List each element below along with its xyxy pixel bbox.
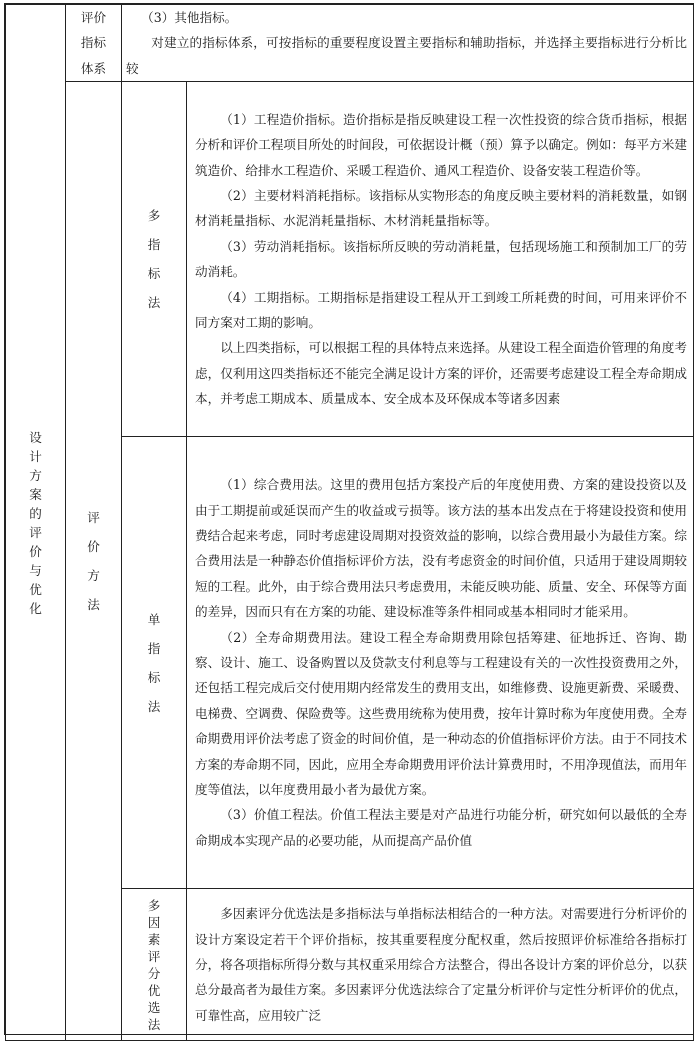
- multi-index-label-cell: [122, 82, 187, 437]
- multi-index-label: 多指标法: [147, 208, 161, 311]
- multi-index-row: [6, 82, 694, 437]
- multi-factor-content: [187, 889, 694, 1041]
- eval-method-label-cell: [66, 82, 122, 1041]
- single-index-content: [187, 437, 694, 889]
- multi-factor-label: 多因素评分优选法: [147, 897, 161, 1032]
- single-index-paragraph: （3）价值工程法。价值工程法主要是对产品进行功能分析，研究如何以最低的全寿命期成本实现产品的必要功能，从而提高产品价值: [195, 807, 687, 848]
- multi-index-paragraph: （4）工期指标。工期指标是指建设工程从开工到竣工所耗费的时间，可用来评价不同方案对工期的影响。: [195, 289, 687, 331]
- single-index-label-cell: [122, 437, 187, 889]
- multi-index-paragraph: （2）主要材料消耗指标。该指标从实物形态的角度反映主要材料的消耗数量，如钢材消耗量指标、水泥消耗量指标、木材消耗量指标等。: [195, 188, 687, 229]
- single-index-label: 单指标法: [147, 611, 161, 714]
- multi-index-content: [187, 82, 694, 437]
- multi-index-paragraph: （3）劳动消耗指标。该指标所反映的劳动消耗量，包括现场施工和预制加工厂的劳动消耗。: [195, 238, 687, 280]
- multi-factor-paragraph: 多因素评分优选法是多指标法与单指标法相结合的一种方法。对需要进行分析评价的设计方案设定若干个评价指标，按其重要程度分配权重，然后按照评价标准给各指标打分，将各项指标所得分数与其权重采用综合方法整合，得出各设计方案的评价总分，以获总分最高者为最佳方案。多因素评分优选法综合了定量分析评价与定性分析评价的优点，可靠性高，应用较广泛: [195, 906, 687, 1023]
- single-index-paragraph: （2）全寿命期费用法。建设工程全寿命期费用除包括筹建、征地拆迁、咨询、勘察、设计、施工、设备购置以及贷款支付利息等与工程建设有关的一次性投资费用之外，还包括工程完成后交付使用期内经常发生的费用支出，如维修费、设施更新费、采暖费、电梯费、空调费、保险费等。这些费用统称为使用费，按年计算时称为年度使用费。全寿命期费用评价法考虑了资金的时间价值，是一种动态的价值指标评价方法。由于不同技术方案的寿命期不同，因此，应用全寿命期费用评价法计算费用时，不用净现值法，而用年度等值法，以年度费用最小者为最优方案。: [195, 629, 687, 798]
- index-system-paragraph: （3）其他指标。: [141, 10, 238, 25]
- index-system-row: [6, 5, 694, 82]
- eval-method-label: 评价方法: [87, 510, 100, 613]
- index-system-label-line: 评价: [80, 10, 107, 25]
- index-system-content: [122, 5, 694, 82]
- side-label-cell: [6, 5, 66, 1041]
- index-system-label-line: 体系: [80, 60, 107, 76]
- index-system-label-line: 指标: [80, 35, 107, 51]
- side-label: 设计方案的评价与优化: [29, 429, 42, 616]
- multi-index-paragraph: 以上四类指标，可以根据工程的具体特点来选择。从建设工程全面造价管理的角度考虑，仅利用这四类指标还不能完全满足设计方案的评价，还需要考虑建设工程全寿命期成本，并考虑工期成本、质量成本、安全成本及环保成本等诸多因素: [195, 340, 687, 407]
- index-system-label-cell: [66, 5, 122, 82]
- multi-factor-label-cell: [122, 889, 187, 1041]
- evaluation-table: [5, 4, 694, 1041]
- single-index-paragraph: （1）综合费用法。这里的费用包括方案投产后的年度使用费、方案的建设投资以及由于工期提前或延误而产生的收益或亏损等。该方法的基本出发点在于将建设投资和使用费结合起来考虑，同时考虑建设周期对投资效益的影响，以综合费用最小为最佳方案。综合费用法是一种静态价值指标评价方法，没有考虑资金的时间价值，只适用于建设周期较短的工程。此外，由于综合费用法只考虑费用，未能反映功能、质量、安全、环保等方面的差异，因而只有在方案的功能、建设标准等条件相同或基本相同时才能采用。: [195, 477, 687, 620]
- index-system-paragraph: 对建立的指标体系，可按指标的重要程度设置主要指标和辅助指标，并选择主要指标进行分析比较: [126, 35, 687, 76]
- multi-index-paragraph: （1）工程造价指标。造价指标是指反映建设工程一次性投资的综合货币指标，根据分析和评价工程项目所处的时间段，可依据设计概（预）算予以确定。例如：每平方米建筑造价、给排水工程造价、采暖工程造价、通风工程造价、设备安装工程造价等。: [195, 111, 687, 178]
